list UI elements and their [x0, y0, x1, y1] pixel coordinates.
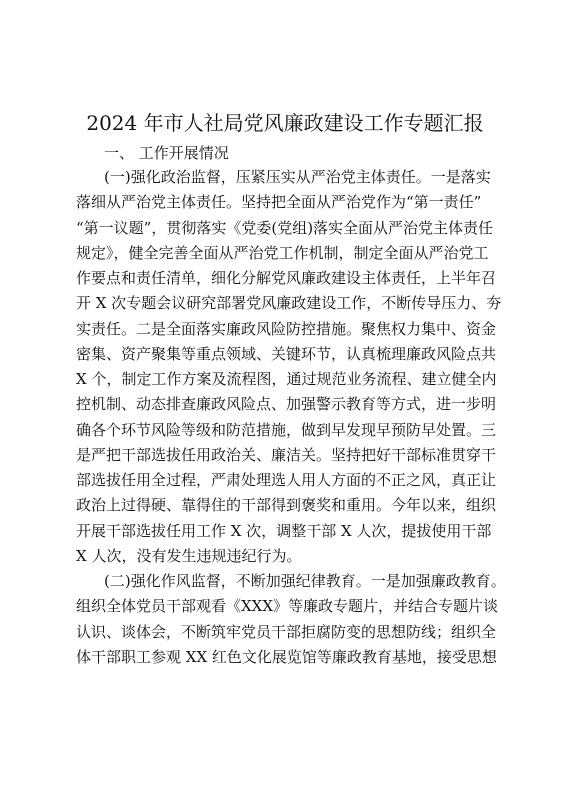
- paragraph-line: 作要点和责任清单，细化分解党风廉政建设主体责任，上半年召: [76, 269, 497, 287]
- body-text: [76, 165, 506, 670]
- paragraph-line: 部选拔任用全过程，严肃处理选人用人方面的不正之风，真正让: [76, 471, 497, 489]
- section-heading: 一、 工作开展情况: [104, 144, 229, 162]
- paragraph-line: 是严把干部选拔任用政治关、廉洁关。坚持把好干部标准贯穿干: [76, 445, 497, 464]
- paragraph-line: X 个，制定工作方案及流程图，通过规范业务流程、建立健全内: [76, 370, 497, 388]
- paragraph-line: “第一议题”，贯彻落实《党委(党组)落实全面从严治党主体责任: [76, 218, 494, 237]
- paragraph-line: 确各个环节风险等级和防范措施，做到早发现早预防早处置。三: [76, 420, 497, 439]
- paragraph-line: 规定》，健全完善全面从严治党工作机制，制定全面从严治党工: [76, 243, 489, 262]
- paragraph-line: X 人次，没有发生违规违纪行为。: [76, 546, 302, 565]
- paragraph-line: 组织全体党员干部观看《XXX》等廉政专题片，并结合专题片谈: [76, 597, 499, 616]
- paragraph-line: 开展干部选拔任用工作 X 次，调整干部 X 人次，提拔使用干部: [76, 521, 492, 540]
- paragraph-line: (一)强化政治监督，压紧压实从严治党主体责任。一是落实: [104, 168, 491, 186]
- paragraph-line: 落细从严治党主体责任。坚持把全面从严治党作为“第一责任”: [76, 193, 482, 212]
- document-title: 2024 年市人社局党风廉政建设工作专题汇报: [86, 111, 484, 135]
- paragraph-line: 认识、谈体会，不断筑牢党员干部拒腐防变的思想防线；组织全: [76, 622, 497, 641]
- paragraph-line: 密集、资产聚集等重点领域、关键环节，认真梳理廉政风险点共: [76, 344, 497, 363]
- paragraph-line: 政治上过得硬、靠得住的干部得到褒奖和重用。今年以来，组织: [76, 496, 497, 515]
- paragraph-line: 体干部职工参观 XX 红色文化展览馆等廉政教育基地，接受思想: [76, 647, 497, 666]
- paragraph-line: 开 X 次专题会议研究部署党风廉政建设工作，不断传导压力、夯: [76, 294, 502, 313]
- paragraph-line: 控机制、动态排查廉政风险点、加强警示教育等方式，进一步明: [76, 395, 497, 414]
- paragraph-line: (二)强化作风监督，不断加强纪律教育。一是加强廉政教育。: [104, 572, 506, 590]
- paragraph-line: 实责任。二是全面落实廉政风险防控措施。聚焦权力集中、资金: [76, 319, 497, 338]
